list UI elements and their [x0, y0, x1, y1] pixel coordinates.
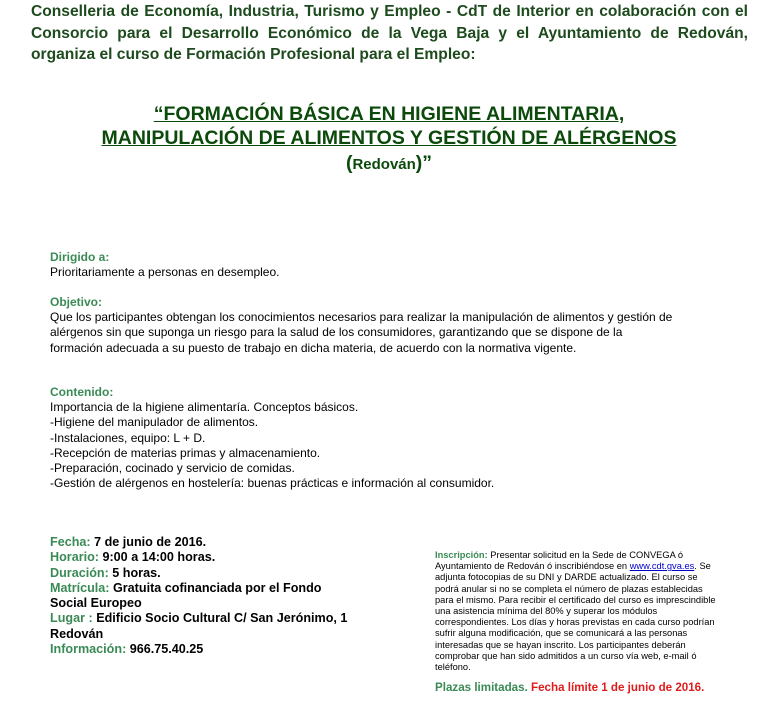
objetivo-label: Objetivo: — [50, 295, 103, 309]
info-row — [50, 642, 380, 657]
inscripcion-text: adjunta fotocopias de su DNI y DARDE actualizado. El curso se — [435, 572, 698, 583]
inscripcion-text: teléfono. — [435, 662, 471, 673]
objetivo-line: alérgenos sin que suponga un riesgo para la salud de los consumidores, garantizando que se dispone de la — [50, 325, 623, 340]
objetivo-section — [50, 295, 740, 356]
contenido-item: -Higiene del manipulador de alimentos. — [50, 415, 259, 430]
contenido-item: -Preparación, cocinado y servicio de comidas. — [50, 461, 295, 476]
inscripcion-text: correspondientes. Los días y horas previstas en cada curso podrían — [435, 617, 715, 628]
inscripcion-label: Inscripción: — [435, 550, 488, 560]
inscripcion-text: comprobar que han sido admitidos a un curso vía web, e-mail ó — [435, 650, 697, 661]
dirigido-label: Dirigido a: — [50, 250, 110, 264]
course-title — [20, 102, 758, 178]
duracion-label: Duración: — [50, 565, 109, 580]
objetivo-line: Que los participantes obtengan los conocimientos necesarios para realizar la manipulación de alimentos y gestión de — [50, 310, 673, 325]
inscripcion-text: una asistencia mínima del 80% y superar los módulos — [435, 606, 658, 617]
info-value: 966.75.40.25 — [129, 642, 204, 657]
duracion-value: 5 horas. — [112, 565, 161, 580]
contenido-item: -Recepción de materias primas y almacenamiento. — [50, 445, 321, 460]
location-close: )” — [415, 152, 433, 174]
intro-paragraph: Conselleria de Economía, Industria, Turismo y Empleo - CdT de Interior en colaboración con el Consorcio para el Desarrollo Económico de la Vega Baja y el Ayuntamiento de Redován, organiza el curso de Formación Profesional para el Empleo: — [31, 3, 748, 63]
fecha-label: Fecha: — [50, 535, 91, 549]
dirigido-text: Prioritariamente a personas en desempleo. — [50, 265, 280, 280]
matricula-label: Matrícula: — [50, 580, 110, 595]
inscripcion-block — [435, 550, 750, 673]
course-facts — [50, 535, 380, 657]
fecha-limite: Fecha límite 1 de junio de 2016. — [531, 681, 705, 694]
dirigido-section — [50, 250, 740, 280]
fecha-row — [50, 535, 380, 550]
plazas-limitadas: Plazas limitadas. — [435, 681, 528, 694]
contenido-item: -Instalaciones, equipo: L + D. — [50, 430, 206, 445]
info-label: Información: — [50, 642, 127, 657]
contenido-section — [50, 385, 740, 491]
fecha-value: 7 de junio de 2016. — [94, 535, 207, 549]
matricula-row-2: Social Europeo — [50, 596, 142, 611]
inscripcion-text: . Se — [694, 561, 711, 572]
inscripcion-text: para el mismo. Para recibir el certificado del curso es imprescindible — [435, 594, 716, 605]
duracion-row — [50, 566, 380, 581]
course-title-line-2: MANIPULACIÓN DE ALIMENTOS Y GESTIÓN DE ALÉRGENOS — [101, 127, 677, 149]
inscripcion-text: sufrir alguna modificación, que se comunicará a las personas — [435, 628, 688, 639]
lugar-label: Lugar : — [50, 611, 93, 626]
inscripcion-text: Ayuntamiento de Redován ó inscribiéndose en — [435, 561, 630, 572]
contenido-label: Contenido: — [50, 385, 114, 399]
lugar-value: Edificio Socio Cultural C/ San Jerónimo, 1 — [96, 611, 348, 626]
horario-row — [50, 550, 380, 565]
location-open: ( — [345, 152, 353, 174]
cdt-website-link[interactable]: www.cdt.gva.es — [629, 561, 695, 572]
course-title-line-1: “FORMACIÓN BÁSICA EN HIGIENE ALIMENTARIA, — [153, 103, 625, 125]
plazas-notice — [435, 681, 765, 695]
location-name: Redován — [352, 156, 416, 173]
horario-label: Horario: — [50, 550, 99, 565]
inscripcion-text: podrá anular si no se completa el número de plazas establecidas — [435, 583, 703, 594]
horario-value: 9:00 a 14:00 horas. — [102, 550, 216, 565]
inscripcion-text: interesadas que se hayan inscrito. Los participantes deberán — [435, 639, 686, 650]
lugar-row — [50, 611, 380, 626]
matricula-value: Gratuita cofinanciada por el Fondo — [112, 580, 322, 595]
course-location — [20, 150, 758, 178]
inscripcion-text: Presentar solicitud en la Sede de CONVEGA ó — [487, 550, 684, 560]
contenido-item: Importancia de la higiene alimentaría. Conceptos básicos. — [50, 400, 359, 415]
contenido-item: -Gestión de alérgenos en hostelería: buenas prácticas e información al consumidor. — [50, 476, 495, 491]
objetivo-line: formación adecuada a su puesto de trabajo en dicha materia, de acuerdo con la normativa vigente. — [50, 340, 577, 355]
matricula-row — [50, 581, 380, 596]
lugar-row-2: Redován — [50, 626, 104, 641]
